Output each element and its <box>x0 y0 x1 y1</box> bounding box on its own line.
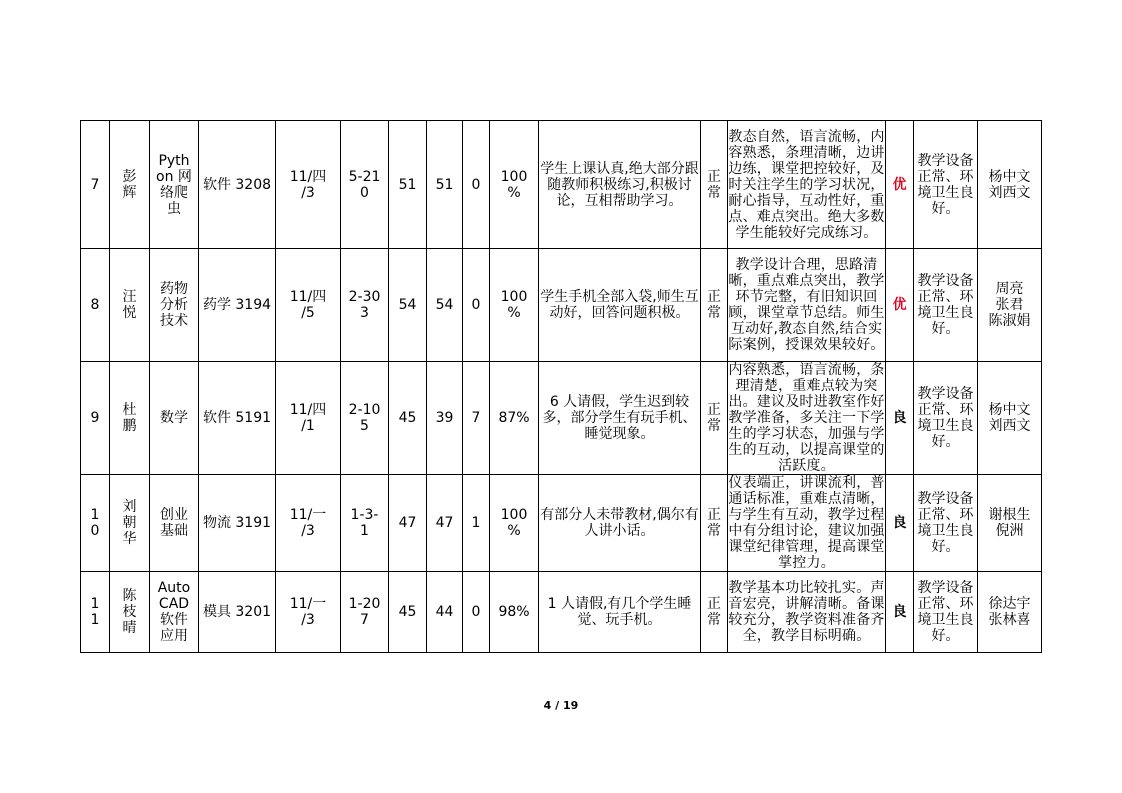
row-number-cell: 7 <box>81 121 110 249</box>
student-status-cell: 学生手机全部入袋,师生互动好，回答问题积极。 <box>539 249 701 362</box>
absent-count-cell: 0 <box>463 249 490 362</box>
course-name-cell: 药物 分析 技术 <box>150 249 199 362</box>
student-status-cell: 6 人请假，学生迟到较多，部分学生有玩手机、睡觉现象。 <box>539 362 701 475</box>
course-name-cell: 数学 <box>150 362 199 475</box>
present-count-cell: 54 <box>427 249 463 362</box>
rating-cell: 良 <box>886 475 914 572</box>
listeners-cell: 杨中文 刘西文 <box>978 362 1042 475</box>
listeners-cell: 杨中文 刘西文 <box>978 121 1042 249</box>
expected-count-cell: 47 <box>389 475 427 572</box>
attendance-rate-cell: 100 % <box>490 121 539 249</box>
class-name-cell: 物流 3191 <box>199 475 276 572</box>
absent-count-cell: 7 <box>463 362 490 475</box>
expected-count-cell: 51 <box>389 121 427 249</box>
teaching-comment-cell: 教学基本功比较扎实。声音宏亮，讲解清晰。备课较充分，教学资料准备齐全，教学目标明确。 <box>728 572 886 653</box>
present-count-cell: 51 <box>427 121 463 249</box>
teacher-name-cell: 汪 悦 <box>110 249 150 362</box>
environment-status-cell: 教学设备正常、环境卫生良好。 <box>914 362 978 475</box>
course-name-cell: Auto CAD 软件 应用 <box>150 572 199 653</box>
absent-count-cell: 0 <box>463 572 490 653</box>
class-normal-status-cell: 正 常 <box>701 249 728 362</box>
environment-status-cell: 教学设备正常、环境卫生良好。 <box>914 572 978 653</box>
absent-count-cell: 1 <box>463 475 490 572</box>
teacher-name-cell: 彭 辉 <box>110 121 150 249</box>
attendance-rate-cell: 100 % <box>490 475 539 572</box>
attendance-rate-cell: 98% <box>490 572 539 653</box>
classroom-cell: 1-3- 1 <box>341 475 389 572</box>
class-normal-status-cell: 正 常 <box>701 572 728 653</box>
teaching-comment-cell: 教态自然，语言流畅，内容熟悉，条理清晰，边讲边练，课堂把控较好，及时关注学生的学习状况，耐心指导，互动性好，重点、难点突出。绝大多数学生能较好完成练习。 <box>728 121 886 249</box>
classroom-cell: 5-21 0 <box>341 121 389 249</box>
class-name-cell: 软件 5191 <box>199 362 276 475</box>
expected-count-cell: 45 <box>389 572 427 653</box>
lesson-date-cell: 11/四 /3 <box>276 121 341 249</box>
rating-cell: 良 <box>886 362 914 475</box>
rating-cell: 优 <box>886 121 914 249</box>
lesson-date-cell: 11/一 /3 <box>276 572 341 653</box>
row-number-cell: 1 1 <box>81 572 110 653</box>
attendance-rate-cell: 100 % <box>490 249 539 362</box>
rating-cell: 优 <box>886 249 914 362</box>
rating-cell: 良 <box>886 572 914 653</box>
lesson-date-cell: 11/一 /3 <box>276 475 341 572</box>
class-normal-status-cell: 正 常 <box>701 475 728 572</box>
student-status-cell: 学生上课认真,绝大部分跟随教师积极练习,积极讨论，互相帮助学习。 <box>539 121 701 249</box>
table-row <box>81 121 1042 249</box>
expected-count-cell: 45 <box>389 362 427 475</box>
course-name-cell: Pyth on 网 络爬 虫 <box>150 121 199 249</box>
row-number-cell: 1 0 <box>81 475 110 572</box>
teaching-comment-cell: 仪表端正，讲课流利，普通话标准，重难点清晰，与学生有互动，教学过程中有分组讨论，建议加强课堂纪律管理，提高课堂掌控力。 <box>728 475 885 571</box>
attendance-rate-cell: 87% <box>490 362 539 475</box>
row-number-cell: 8 <box>81 249 110 362</box>
listeners-cell: 谢根生 倪洲 <box>978 475 1042 572</box>
environment-status-cell: 教学设备正常、环境卫生良好。 <box>914 249 978 362</box>
page-number: 4 / 19 <box>543 699 579 712</box>
teaching-comment-cell: 教学设计合理，思路清晰，重点难点突出，教学环节完整，有旧知识回顾，课堂章节总结。师生互动好,教态自然,结合实际案例，授课效果较好。 <box>728 249 886 362</box>
row-number-cell: 9 <box>81 362 110 475</box>
student-status-cell: 有部分人未带教材,偶尔有人讲小话。 <box>539 475 701 572</box>
class-normal-status-cell: 正 常 <box>701 362 728 475</box>
inspection-table <box>80 120 1042 653</box>
table-row <box>81 362 1042 475</box>
present-count-cell: 39 <box>427 362 463 475</box>
teaching-comment-cell: 内容熟悉，语言流畅，条理清楚，重难点较为突出。建议及时进教室作好教学准备，多关注一下学生的学习状态，加强与学生的互动，以提高课堂的活跃度。 <box>728 362 885 474</box>
table-row <box>81 249 1042 362</box>
class-name-cell: 模具 3201 <box>199 572 276 653</box>
lesson-date-cell: 11/四 /5 <box>276 249 341 362</box>
class-name-cell: 软件 3208 <box>199 121 276 249</box>
environment-status-cell: 教学设备正常、环境卫生良好。 <box>914 475 978 572</box>
absent-count-cell: 0 <box>463 121 490 249</box>
classroom-cell: 2-30 3 <box>341 249 389 362</box>
student-status-cell: 1 人请假,有几个学生睡觉、玩手机。 <box>539 572 701 653</box>
classroom-cell: 2-10 5 <box>341 362 389 475</box>
course-name-cell: 创业 基础 <box>150 475 199 572</box>
environment-status-cell: 教学设备正常、环境卫生良好。 <box>914 121 978 249</box>
classroom-cell: 1-20 7 <box>341 572 389 653</box>
expected-count-cell: 54 <box>389 249 427 362</box>
table-row <box>81 572 1042 653</box>
teacher-name-cell: 杜 鹏 <box>110 362 150 475</box>
listeners-cell: 周亮 张君 陈淑娟 <box>978 249 1042 362</box>
present-count-cell: 47 <box>427 475 463 572</box>
teacher-name-cell: 陈 枝 晴 <box>110 572 150 653</box>
table-row <box>81 475 1042 572</box>
lesson-date-cell: 11/四 /1 <box>276 362 341 475</box>
present-count-cell: 44 <box>427 572 463 653</box>
listeners-cell: 徐达宇 张林喜 <box>978 572 1042 653</box>
teacher-name-cell: 刘 朝 华 <box>110 475 150 572</box>
class-normal-status-cell: 正 常 <box>701 121 728 249</box>
class-name-cell: 药学 3194 <box>199 249 276 362</box>
